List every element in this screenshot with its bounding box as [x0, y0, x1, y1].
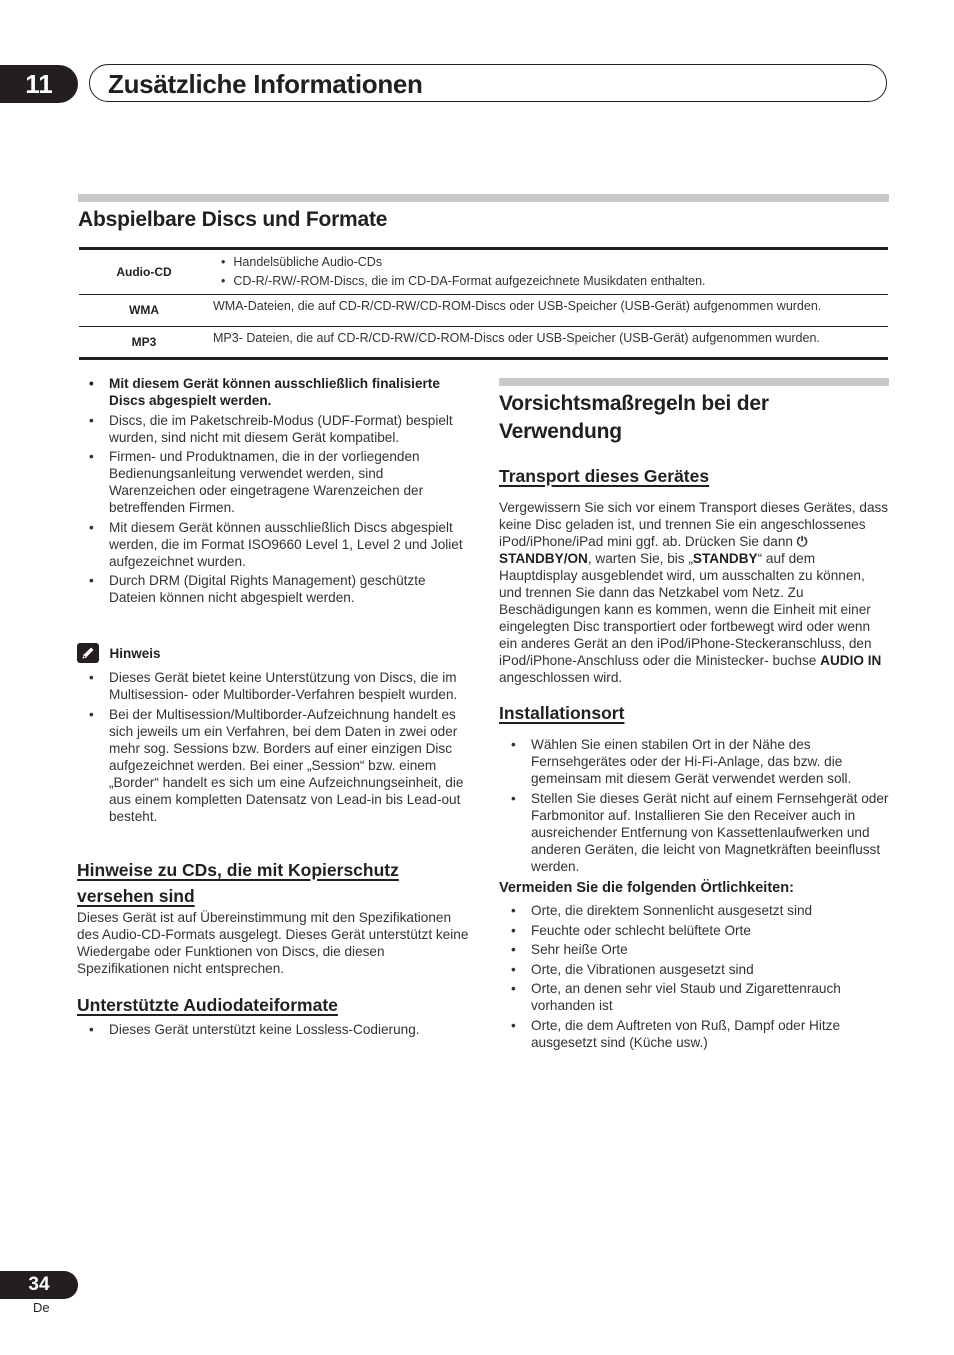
format-label: MP3	[131, 334, 157, 349]
list-item: • Handelsübliche Audio-CDs	[213, 253, 888, 272]
list-item: • Feuchte oder schlecht belüftete Orte	[499, 922, 889, 939]
list-item: • Wählen Sie einen stabilen Ort in der Nähe des Fernsehgerätes oder der Hi-Fi-Anlage, das bzw. die gemeinsam mit diesem Gerät verwendet werden soll.	[499, 736, 889, 787]
avoid-list	[499, 902, 889, 1051]
avoid-heading: Vermeiden Sie die folgenden Örtlichkeiten:	[499, 880, 794, 896]
note-header	[77, 643, 160, 663]
list-item: • Orte, die dem Auftreten von Ruß, Dampf oder Hitze ausgesetzt sind (Küche usw.)	[499, 1017, 889, 1051]
table-bottom-rule	[79, 357, 888, 360]
audio-formats-heading: Unterstützte Audiodateiformate	[77, 995, 338, 1015]
transport-heading: Transport dieses Gerätes	[499, 466, 710, 486]
chapter-number: 11	[0, 65, 78, 103]
formats-table	[79, 250, 888, 357]
power-icon: ⏻	[796, 534, 808, 549]
list-item: • Orte, die direktem Sonnenlicht ausgesetzt sind	[499, 902, 889, 919]
list-item: • Dieses Gerät bietet keine Unterstützung von Discs, die im Multisession- oder Multiborder-Verfahren bespielt wurden.	[77, 669, 469, 703]
table-row	[79, 326, 888, 357]
installation-list	[499, 736, 889, 875]
list-item: • Durch DRM (Digital Rights Management) geschützte Dateien können nicht abgespielt werden.	[77, 572, 469, 606]
precautions-title: Vorsichtsmaßregeln bei der Verwendung	[499, 392, 769, 443]
note-section	[77, 669, 469, 827]
format-description: WMA-Dateien, die auf CD-R/CD-RW/CD-ROM-Discs oder USB-Speicher (USB-Gerät) aufgenommen wurden.	[209, 294, 888, 326]
audio-formats-block	[77, 1021, 469, 1041]
installation-block	[499, 736, 889, 877]
table-row	[79, 294, 888, 326]
pencil-note-icon	[77, 643, 99, 663]
format-label: WMA	[79, 294, 209, 326]
list-item: • CD-R/-RW/-ROM-Discs, die im CD-DA-Format aufgezeichnete Musikdaten enthalten.	[213, 272, 888, 291]
audio-formats-list	[77, 1021, 469, 1038]
list-item: • Sehr heiße Orte	[499, 941, 889, 958]
list-item: • Orte, an denen sehr viel Staub und Zigarettenrauch vorhanden ist	[499, 980, 889, 1014]
list-item: • Firmen- und Produktnamen, die in der vorliegenden Bedienungsanleitung verwendet werden, sind Warenzeichen oder eingetragene Warenzeichen der betreffenden Firmen.	[77, 448, 469, 516]
list-item: • Mit diesem Gerät können ausschließlich finalisierte Discs abgespielt werden.	[77, 375, 469, 409]
section-divider	[78, 194, 889, 202]
format-description	[209, 250, 888, 294]
section-title: Abspielbare Discs und Formate	[78, 208, 388, 231]
avoid-block	[499, 902, 889, 1053]
left-column	[77, 375, 469, 609]
transport-text: Vergewissern Sie sich vor einem Transport dieses Gerätes, dass keine Disc geladen ist, und trennen Sie ein angeschlossenes iPod/iPhone/iPad mini ggf. ab. Drücken Sie dann ⏻ STANDBY/ON, warten Sie, bis „STANDBY“ auf dem Hauptdisplay ausgeblendet wird, um ausschalten zu können, und trennen Sie dann das Netzkabel vom Netz. Zu Beschädigungen kann es kommen, wenn die Einheit mit einer eingelegten Disc transportiert oder fortbewegt wird oder wenn ein anderes Gerät an den iPod/iPhone-Steckeranschluss, den iPod/iPhone-Anschluss oder die Ministecker- buchse AUDIO IN angeschlossen wird.	[499, 500, 889, 685]
section-divider	[499, 378, 889, 386]
chapter-title: Zusätzliche Informationen	[89, 64, 887, 102]
format-description: MP3- Dateien, die auf CD-R/CD-RW/CD-ROM-Discs oder USB-Speicher (USB-Gerät) aufgenommen wurden.	[213, 330, 820, 345]
list-item: • Discs, die im Paketschreib-Modus (UDF-Format) bespielt wurden, sind nicht mit diesem Gerät kompatibel.	[77, 412, 469, 446]
list-item: • Dieses Gerät unterstützt keine Lossless-Codierung.	[77, 1021, 469, 1038]
format-label: Audio-CD	[79, 250, 209, 294]
copy-protection-heading: Hinweise zu CDs, die mit Kopierschutz versehen sind	[77, 860, 399, 906]
installation-heading: Installationsort	[499, 703, 625, 723]
table-row	[79, 250, 888, 294]
list-item: • Orte, die Vibrationen ausgesetzt sind	[499, 961, 889, 978]
page-number: 34	[0, 1271, 78, 1299]
note-label: Hinweis	[109, 645, 161, 661]
copy-protection-text-block	[77, 909, 469, 977]
list-item: • Bei der Multisession/Multiborder-Aufzeichnung handelt es sich jeweils um ein Verfahren, bei dem Daten in zwei oder mehr sog. Sessions bzw. Borders auf einer einzigen Disc aufgezeichnet werden. Bei einer „Session“ bzw. einem „Border“ handelt es sich um eine Aufzeichnungseinheit, die aus einem kompletten Datensatz von Lead-in bis Lead-out besteht.	[77, 706, 469, 825]
disc-notes-list	[77, 375, 469, 606]
list-item: • Stellen Sie dieses Gerät nicht auf einem Fernsehgerät oder Farbmonitor auf. Installieren Sie den Receiver auch in ausreichender Entfernung von Kassettenlaufwerken und anderen Geräten, die leicht von Magnetkräften beeinflusst werden.	[499, 790, 889, 875]
transport-text-block	[499, 499, 889, 686]
copy-protection-text: Dieses Gerät ist auf Übereinstimmung mit den Spezifikationen des Audio-CD-Formats ausgelegt. Dieses Gerät unterstützt keine Wiedergabe oder Funktionen von Discs, die diesen Spezifikationen nicht entsprechen.	[77, 910, 469, 976]
language-code: De	[33, 1300, 50, 1315]
note-list	[77, 669, 469, 825]
list-item: • Mit diesem Gerät können ausschließlich Discs abgespielt werden, die im Format ISO9660 Level 1, Level 2 und Joliet aufgezeichnet wurden.	[77, 519, 469, 570]
